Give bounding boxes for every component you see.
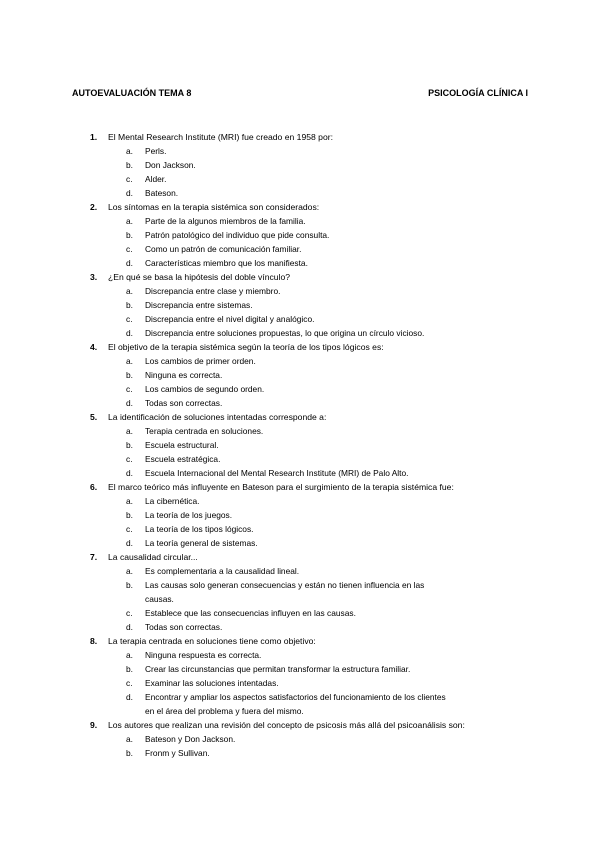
option-text: Discrepancia entre el nivel digital y analógico. bbox=[145, 314, 315, 324]
answer-option bbox=[0, 354, 600, 368]
answer-option bbox=[0, 746, 600, 760]
question-text: La terapia centrada en soluciones tiene como objetivo: bbox=[108, 636, 316, 646]
answer-option bbox=[0, 298, 600, 312]
option-letter: b. bbox=[126, 230, 133, 240]
option-letter: d. bbox=[126, 328, 133, 338]
question-number: 6. bbox=[90, 482, 98, 492]
answer-option bbox=[0, 522, 600, 536]
option-text: Parte de la algunos miembros de la familia. bbox=[145, 216, 306, 226]
option-text: Perls. bbox=[145, 146, 167, 156]
question-text: Los autores que realizan una revisión del concepto de psicosis más allá del psicoanálisis son: bbox=[108, 720, 465, 730]
answer-option bbox=[0, 648, 600, 662]
option-text: La cibernética. bbox=[145, 496, 200, 506]
option-letter: d. bbox=[126, 622, 133, 632]
answer-option bbox=[0, 382, 600, 396]
question-number: 2. bbox=[90, 202, 98, 212]
option-letter: a. bbox=[126, 286, 133, 296]
answer-option bbox=[0, 438, 600, 452]
header-title: AUTOEVALUACIÓN TEMA 8 bbox=[72, 88, 192, 98]
option-letter: c. bbox=[126, 524, 133, 534]
option-text: Características miembro que los manifiesta. bbox=[145, 258, 308, 268]
answer-option bbox=[0, 690, 600, 718]
option-letter: b. bbox=[126, 370, 133, 380]
option-letter: c. bbox=[126, 384, 133, 394]
question bbox=[0, 718, 600, 732]
answer-option bbox=[0, 606, 600, 620]
answer-option bbox=[0, 158, 600, 172]
option-text: Las causas solo generan consecuencias y están no tienen influencia en las causas. bbox=[145, 580, 425, 604]
option-text: Discrepancia entre soluciones propuestas, lo que origina un círculo vicioso. bbox=[145, 328, 425, 338]
question-number: 9. bbox=[90, 720, 98, 730]
answer-option bbox=[0, 144, 600, 158]
option-letter: d. bbox=[126, 692, 133, 702]
question-text: El objetivo de la terapia sistémica según la teoría de los tipos lógicos es: bbox=[108, 342, 384, 352]
question-number: 3. bbox=[90, 272, 98, 282]
option-letter: b. bbox=[126, 664, 133, 674]
option-letter: d. bbox=[126, 538, 133, 548]
option-letter: a. bbox=[126, 566, 133, 576]
answer-option bbox=[0, 494, 600, 508]
option-text: Fronm y Sullivan. bbox=[145, 748, 210, 758]
option-letter: c. bbox=[126, 678, 133, 688]
answer-option bbox=[0, 676, 600, 690]
question bbox=[0, 634, 600, 648]
answer-option bbox=[0, 578, 600, 606]
header-subject: PSICOLOGÍA CLÍNICA I bbox=[428, 88, 528, 98]
option-text: Crear las circunstancias que permitan transformar la estructura familiar. bbox=[145, 664, 411, 674]
option-letter: d. bbox=[126, 258, 133, 268]
answer-option bbox=[0, 564, 600, 578]
option-text: La teoría general de sistemas. bbox=[145, 538, 258, 548]
option-text: La teoría de los juegos. bbox=[145, 510, 233, 520]
option-letter: c. bbox=[126, 454, 133, 464]
option-text: Establece que las consecuencias influyen en las causas. bbox=[145, 608, 356, 618]
question-number: 4. bbox=[90, 342, 98, 352]
question-text: La identificación de soluciones intentadas corresponde a: bbox=[108, 412, 327, 422]
option-letter: b. bbox=[126, 748, 133, 758]
question bbox=[0, 480, 600, 494]
answer-option bbox=[0, 396, 600, 410]
option-letter: c. bbox=[126, 174, 133, 184]
question bbox=[0, 340, 600, 354]
option-text: Los cambios de primer orden. bbox=[145, 356, 256, 366]
option-text: Todas son correctas. bbox=[145, 398, 223, 408]
option-letter: b. bbox=[126, 580, 133, 590]
question-text: La causalidad circular... bbox=[108, 552, 198, 562]
question bbox=[0, 130, 600, 144]
option-letter: c. bbox=[126, 314, 133, 324]
option-letter: a. bbox=[126, 216, 133, 226]
option-letter: b. bbox=[126, 440, 133, 450]
question-number: 5. bbox=[90, 412, 98, 422]
option-text: Discrepancia entre clase y miembro. bbox=[145, 286, 281, 296]
question-list bbox=[0, 130, 600, 760]
option-letter: a. bbox=[126, 356, 133, 366]
answer-option bbox=[0, 620, 600, 634]
option-text: Es complementaria a la causalidad lineal. bbox=[145, 566, 300, 576]
option-letter: b. bbox=[126, 300, 133, 310]
question-number: 1. bbox=[90, 132, 98, 142]
option-text: Bateson. bbox=[145, 188, 179, 198]
option-text: Ninguna respuesta es correcta. bbox=[145, 650, 262, 660]
answer-option bbox=[0, 508, 600, 522]
question bbox=[0, 550, 600, 564]
option-text: Examinar las soluciones intentadas. bbox=[145, 678, 279, 688]
option-letter: d. bbox=[126, 188, 133, 198]
answer-option bbox=[0, 256, 600, 270]
answer-option bbox=[0, 452, 600, 466]
question-number: 7. bbox=[90, 552, 98, 562]
page-header bbox=[72, 88, 528, 102]
option-text: Discrepancia entre sistemas. bbox=[145, 300, 253, 310]
option-text: Encontrar y ampliar los aspectos satisfactorios del funcionamiento de los clientes en el área del problema y fuera del mismo. bbox=[145, 692, 446, 716]
option-text: La teoría de los tipos lógicos. bbox=[145, 524, 254, 534]
answer-option bbox=[0, 312, 600, 326]
question-number: 8. bbox=[90, 636, 98, 646]
question bbox=[0, 200, 600, 214]
option-text: Alder. bbox=[145, 174, 167, 184]
option-letter: b. bbox=[126, 510, 133, 520]
answer-option bbox=[0, 242, 600, 256]
option-letter: b. bbox=[126, 160, 133, 170]
option-text: Don Jackson. bbox=[145, 160, 196, 170]
option-letter: a. bbox=[126, 734, 133, 744]
option-text: Bateson y Don Jackson. bbox=[145, 734, 236, 744]
option-letter: d. bbox=[126, 398, 133, 408]
question-text: ¿En qué se basa la hipótesis del doble vínculo? bbox=[108, 272, 291, 282]
option-text: Escuela estratégica. bbox=[145, 454, 221, 464]
question bbox=[0, 410, 600, 424]
answer-option bbox=[0, 172, 600, 186]
option-text: Escuela estructural. bbox=[145, 440, 219, 450]
option-text: Terapia centrada en soluciones. bbox=[145, 426, 264, 436]
option-text: Todas son correctas. bbox=[145, 622, 223, 632]
option-letter: a. bbox=[126, 146, 133, 156]
option-text: Escuela Internacional del Mental Research Institute (MRI) de Palo Alto. bbox=[145, 468, 409, 478]
option-letter: a. bbox=[126, 650, 133, 660]
answer-option bbox=[0, 214, 600, 228]
answer-option bbox=[0, 424, 600, 438]
answer-option bbox=[0, 732, 600, 746]
answer-option bbox=[0, 186, 600, 200]
option-letter: c. bbox=[126, 608, 133, 618]
option-text: Patrón patológico del individuo que pide consulta. bbox=[145, 230, 330, 240]
answer-option bbox=[0, 228, 600, 242]
option-letter: a. bbox=[126, 496, 133, 506]
question bbox=[0, 270, 600, 284]
option-text: Ninguna es correcta. bbox=[145, 370, 223, 380]
option-letter: a. bbox=[126, 426, 133, 436]
answer-option bbox=[0, 466, 600, 480]
question-text: El marco teórico más influyente en Bateson para el surgimiento de la terapia sistémica fue: bbox=[108, 482, 454, 492]
answer-option bbox=[0, 326, 600, 340]
question-text: El Mental Research Institute (MRI) fue creado en 1958 por: bbox=[108, 132, 333, 142]
answer-option bbox=[0, 662, 600, 676]
answer-option bbox=[0, 284, 600, 298]
option-text: Los cambios de segundo orden. bbox=[145, 384, 265, 394]
answer-option bbox=[0, 368, 600, 382]
answer-option bbox=[0, 536, 600, 550]
option-letter: d. bbox=[126, 468, 133, 478]
option-letter: c. bbox=[126, 244, 133, 254]
option-text: Como un patrón de comunicación familiar. bbox=[145, 244, 302, 254]
question-text: Los síntomas en la terapia sistémica son considerados: bbox=[108, 202, 320, 212]
